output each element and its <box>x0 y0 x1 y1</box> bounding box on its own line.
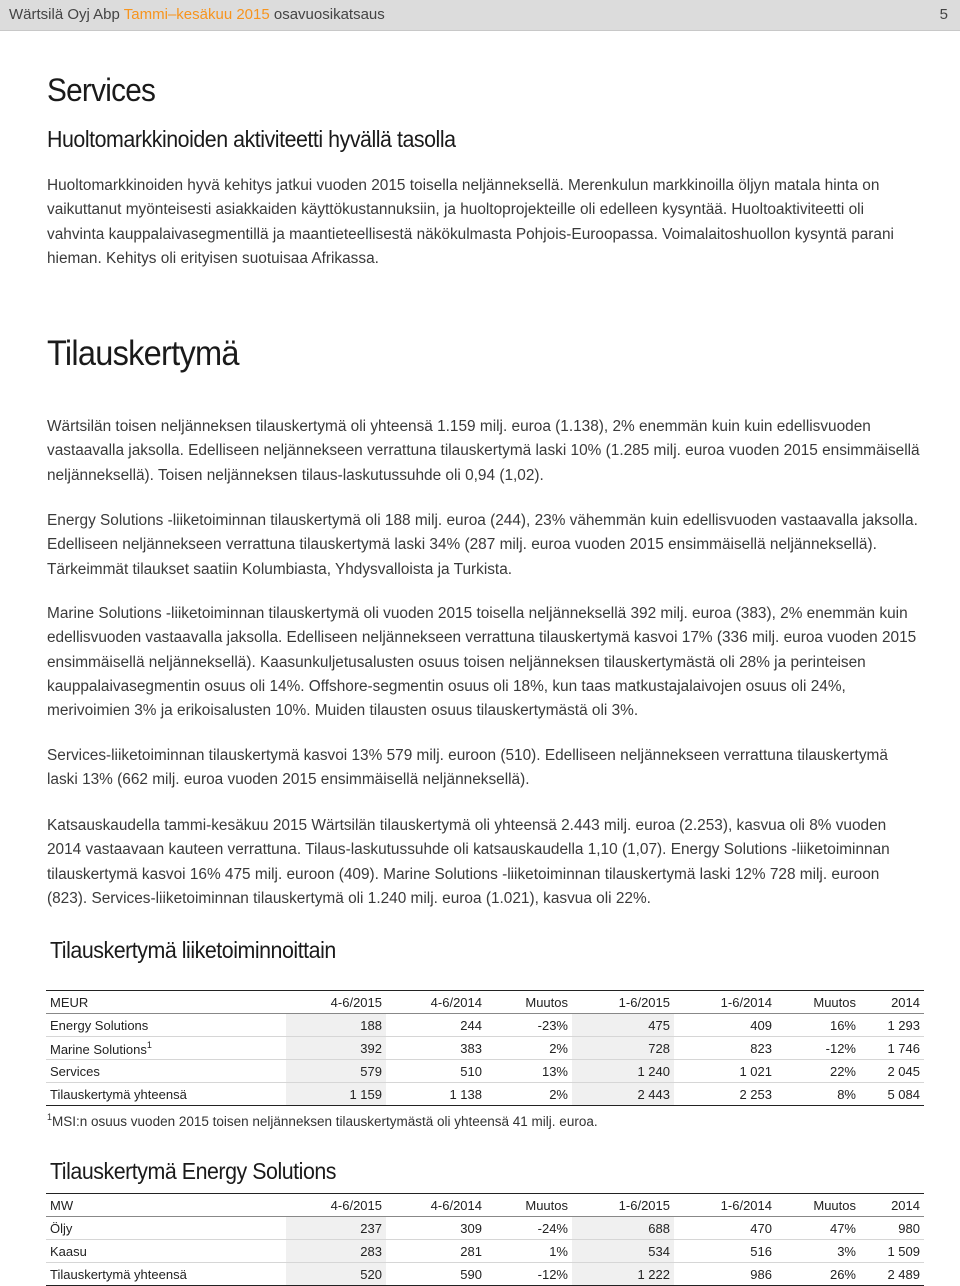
table-cell: 2% <box>486 1083 572 1106</box>
table-cell: 383 <box>386 1037 486 1060</box>
table-cell: 1 746 <box>860 1037 924 1060</box>
row-label: Öljy <box>46 1217 286 1240</box>
table-cell: 579 <box>286 1060 386 1083</box>
table-cell: 1 138 <box>386 1083 486 1106</box>
table-cell: 13% <box>486 1060 572 1083</box>
table-cell: 244 <box>386 1014 486 1037</box>
order-intake-paragraph-3: Marine Solutions -liiketoiminnan tilauskertymä oli vuoden 2015 toisella neljänneksellä 392 milj. euroa (383), 2% enemmän kuin edellisvuoden vastaavalla jaksolla. Edelliseen neljännekseen verrattuna tilauskertymä kasvoi 17% (336 milj. euroa vuoden 2015 ensimmäisellä neljänneksellä). Kaasunkuljetusalusten osuus toisen neljänneksen tilauskertymästä oli 28% ja perinteisen kauppalaivasegmentin osuus oli 14%. Offshore-segmentin osuus oli 18%, kun taas matkustajalaivojen osuus oli 24%, merivoimien 3% ja erikoisalusten 10%. Muiden tilausten osuus tilauskertymästä oli 3%. <box>47 605 917 720</box>
table-cell: 688 <box>572 1217 674 1240</box>
table-cell: 22% <box>776 1060 860 1083</box>
table-cell: 281 <box>386 1240 486 1263</box>
order-intake-paragraph-2: Energy Solutions -liiketoiminnan tilauskertymä oli 188 milj. euroa (244), 23% vähemmän kuin edellisvuoden vastaavalla jaksolla. Edelliseen neljännekseen verrattuna tilauskertymä laski 34% (287 milj. euroa vuoden 2015 ensimmäisellä neljänneksellä). Tärkeimmät tilaukset saatiin Kolumbiasta, Yhdysvalloista ja Turkista. <box>47 512 918 578</box>
table-cell: 823 <box>674 1037 776 1060</box>
order-intake-heading: Tilauskertymä <box>47 334 239 373</box>
table-cell: 980 <box>860 1217 924 1240</box>
services-heading: Services <box>47 72 156 108</box>
row-label: Tilauskertymä yhteensä <box>46 1263 286 1286</box>
column-header: 1-6/2015 <box>572 1194 674 1217</box>
row-label: Kaasu <box>46 1240 286 1263</box>
table-cell: 1 159 <box>286 1083 386 1106</box>
table-total-row <box>46 1083 924 1106</box>
table-cell: 516 <box>674 1240 776 1263</box>
table-cell: 8% <box>776 1083 860 1106</box>
table-cell: 1 293 <box>860 1014 924 1037</box>
order-intake-paragraph-4: Services-liiketoiminnan tilauskertymä kasvoi 13% 579 milj. euroon (510). Edelliseen neljännekseen verrattuna tilauskertymä laski 13% (662 milj. euroa vuoden 2015 ensimmäisellä neljänneksellä). <box>47 747 888 789</box>
table-header-row <box>46 1194 924 1217</box>
table-cell: 26% <box>776 1263 860 1286</box>
table-cell: 1 509 <box>860 1240 924 1263</box>
order-intake-paragraph-1: Wärtsilän toisen neljänneksen tilauskertymä oli yhteensä 1.159 milj. euroa (1.138), 2% enemmän kuin kuin edellisvuoden vastaavalla jaksolla. Edelliseen neljännekseen verrattuna tilauskertymä laski 10% (1.285 milj. euroa vuoden 2015 ensimmäisellä neljänneksellä). Toisen neljänneksen tilaus-laskutussuhde oli 0,94 (1,02). <box>47 418 920 484</box>
table-cell: 728 <box>572 1037 674 1060</box>
order-intake-paragraph-5: Katsauskaudella tammi-kesäkuu 2015 Wärtsilän tilauskertymä oli yhteensä 2.443 milj. euroa (2.253), kasvua oli 8% vuoden 2014 vastaavaan kauteen verrattuna. Tilaus-laskutussuhde oli katsauskaudella 1,10 (1,07). Energy Solutions -liiketoiminnan tilauskertymä kasvoi 16% 475 milj. euroon (409). Marine Solutions -liiketoiminnan tilauskertymä laski 12% 728 milj. euroon (823). Services-liiketoiminnan tilauskertymä oli 1.240 milj. euroa (1.021), kasvua oli 22%. <box>47 817 890 907</box>
order-intake-by-business-table <box>46 990 924 1106</box>
services-paragraph: Huoltomarkkinoiden hyvä kehitys jatkui vuoden 2015 toisella neljänneksellä. Merenkulun markkinoilla öljyn matala hinta on vaikuttanut myönteisesti asiakkaiden käyttökustannuksiin, ja huoltoprojekteille oli edelleen kysyntää. Huoltoaktiviteetti oli vahvinta kauppalaivasegmentillä ja maantieteellisestä näkökulmasta Pohjois-Euroopassa. Voimalaitoshuollon kysyntä parani hieman. Kehitys oli erityisen suotuisaa Afrikassa. <box>47 177 894 267</box>
table-cell: 2 253 <box>674 1083 776 1106</box>
table-cell: 520 <box>286 1263 386 1286</box>
table-cell: 2% <box>486 1037 572 1060</box>
table-cell: 3% <box>776 1240 860 1263</box>
table-cell: 409 <box>674 1014 776 1037</box>
column-header: 1-6/2015 <box>572 991 674 1014</box>
footnote-marker: 1 <box>146 1039 152 1050</box>
table1-title: Tilauskertymä liiketoiminnoittain <box>50 937 336 963</box>
column-header: 4-6/2015 <box>286 991 386 1014</box>
table-cell: 2 443 <box>572 1083 674 1106</box>
table-cell: 1% <box>486 1240 572 1263</box>
table-cell: 510 <box>386 1060 486 1083</box>
row-label: Tilauskertymä yhteensä <box>46 1083 286 1106</box>
table-cell: 590 <box>386 1263 486 1286</box>
table-row <box>46 1060 924 1083</box>
table-cell: 283 <box>286 1240 386 1263</box>
table-row <box>46 1037 924 1060</box>
table-cell: 2 045 <box>860 1060 924 1083</box>
table-cell: -12% <box>486 1263 572 1286</box>
footnote-marker: 1 <box>47 1112 53 1122</box>
column-header: 4-6/2014 <box>386 991 486 1014</box>
table2-title: Tilauskertymä Energy Solutions <box>50 1158 337 1184</box>
table-cell: 392 <box>286 1037 386 1060</box>
table-cell: -23% <box>486 1014 572 1037</box>
table1-footnote <box>47 1112 598 1129</box>
table-cell: 470 <box>674 1217 776 1240</box>
column-header: 2014 <box>860 1194 924 1217</box>
header-period: Tammi–kesäkuu 2015 <box>123 6 270 23</box>
column-header: Muutos <box>776 1194 860 1217</box>
column-header: MEUR <box>46 991 286 1014</box>
table-cell: 1 222 <box>572 1263 674 1286</box>
column-header: Muutos <box>776 991 860 1014</box>
table-cell: 237 <box>286 1217 386 1240</box>
table-cell: 16% <box>776 1014 860 1037</box>
column-header: Muutos <box>486 991 572 1014</box>
column-header: 4-6/2015 <box>286 1194 386 1217</box>
table-cell: 1 240 <box>572 1060 674 1083</box>
services-subheading: Huoltomarkkinoiden aktiviteetti hyvällä tasolla <box>47 126 456 152</box>
table-cell: 309 <box>386 1217 486 1240</box>
row-label <box>46 1037 286 1060</box>
header-company: Wärtsilä Oyj Abp <box>9 6 120 23</box>
table-row <box>46 1014 924 1037</box>
energy-solutions-order-intake-table <box>46 1193 924 1286</box>
page-number: 5 <box>939 6 948 23</box>
table-cell: 188 <box>286 1014 386 1037</box>
table-cell: 986 <box>674 1263 776 1286</box>
column-header: Muutos <box>486 1194 572 1217</box>
row-label-text: Marine Solutions <box>50 1041 147 1057</box>
table-cell: 534 <box>572 1240 674 1263</box>
table-cell: 1 021 <box>674 1060 776 1083</box>
row-label: Services <box>46 1060 286 1083</box>
table-cell: 475 <box>572 1014 674 1037</box>
footnote-text: MSI:n osuus vuoden 2015 toisen neljänneksen tilauskertymästä oli yhteensä 41 milj. euroa. <box>52 1114 598 1129</box>
table-header-row <box>46 991 924 1014</box>
column-header: MW <box>46 1194 286 1217</box>
table-row <box>46 1240 924 1263</box>
table-cell: -24% <box>486 1217 572 1240</box>
row-label: Energy Solutions <box>46 1014 286 1037</box>
table-total-row <box>46 1263 924 1286</box>
table-cell: 5 084 <box>860 1083 924 1106</box>
header-report: osavuosikatsaus <box>273 6 385 23</box>
column-header: 4-6/2014 <box>386 1194 486 1217</box>
column-header: 2014 <box>860 991 924 1014</box>
table-cell: -12% <box>776 1037 860 1060</box>
table-cell: 47% <box>776 1217 860 1240</box>
table-row <box>46 1217 924 1240</box>
header-title <box>9 6 385 23</box>
column-header: 1-6/2014 <box>674 991 776 1014</box>
column-header: 1-6/2014 <box>674 1194 776 1217</box>
table-cell: 2 489 <box>860 1263 924 1286</box>
page-header <box>0 0 960 31</box>
